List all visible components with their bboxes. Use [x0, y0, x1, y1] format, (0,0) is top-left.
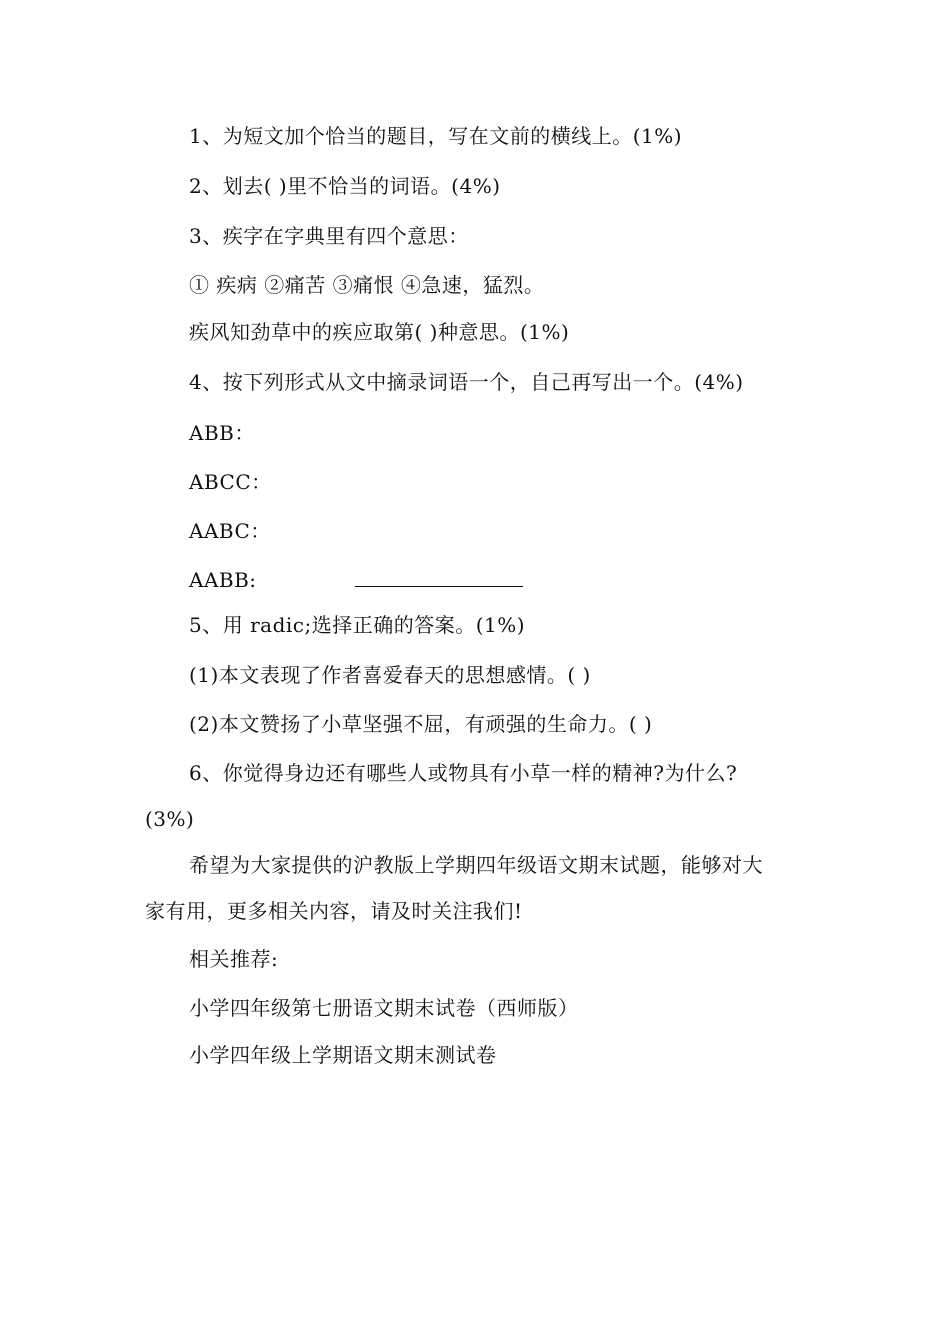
answer-blank: [355, 568, 523, 587]
pattern-aabc: AABC：: [189, 519, 271, 543]
pattern-aabb: AABB:: [189, 568, 257, 592]
question-4: 4、按下列形式从文中摘录词语一个，自己再写出一个。(4%): [189, 370, 744, 394]
question-5-item-2: (2)本文赞扬了小草坚强不屈，有顽强的生命力。( ): [189, 712, 653, 736]
related-link-1[interactable]: 小学四年级第七册语文期末试卷（西师版）: [189, 996, 579, 1020]
question-1: 1、为短文加个恰当的题目，写在文前的横线上。(1%): [189, 124, 683, 148]
closing-line-1: 希望为大家提供的沪教版上学期四年级语文期末试题，能够对大: [189, 853, 763, 877]
question-2: 2、划去( )里不恰当的词语。(4%): [189, 174, 501, 198]
question-5-item-1: (1)本文表现了作者喜爱春天的思想感情。( ): [189, 663, 591, 687]
pattern-aabb-row: [189, 566, 523, 594]
pattern-abcc: ABCC：: [189, 470, 272, 494]
question-6-line-2: (3%): [145, 807, 195, 831]
related-heading: 相关推荐:: [189, 947, 279, 971]
question-3: 3、疾字在字典里有四个意思：: [189, 224, 469, 248]
closing-line-2: 家有用，更多相关内容，请及时关注我们!: [145, 899, 523, 923]
question-6-line-1: 6、你觉得身边还有哪些人或物具有小草一样的精神?为什么?: [189, 761, 738, 785]
question-5: 5、用 radic;选择正确的答案。(1%): [189, 613, 526, 637]
question-3-prompt: 疾风知劲草中的疾应取第( )种意思。(1%): [189, 320, 570, 344]
pattern-abb: ABB：: [189, 421, 255, 445]
related-link-2[interactable]: 小学四年级上学期语文期末测试卷: [189, 1043, 497, 1067]
question-3-options: ① 疾病 ②痛苦 ③痛恨 ④急速，猛烈。: [189, 273, 545, 297]
